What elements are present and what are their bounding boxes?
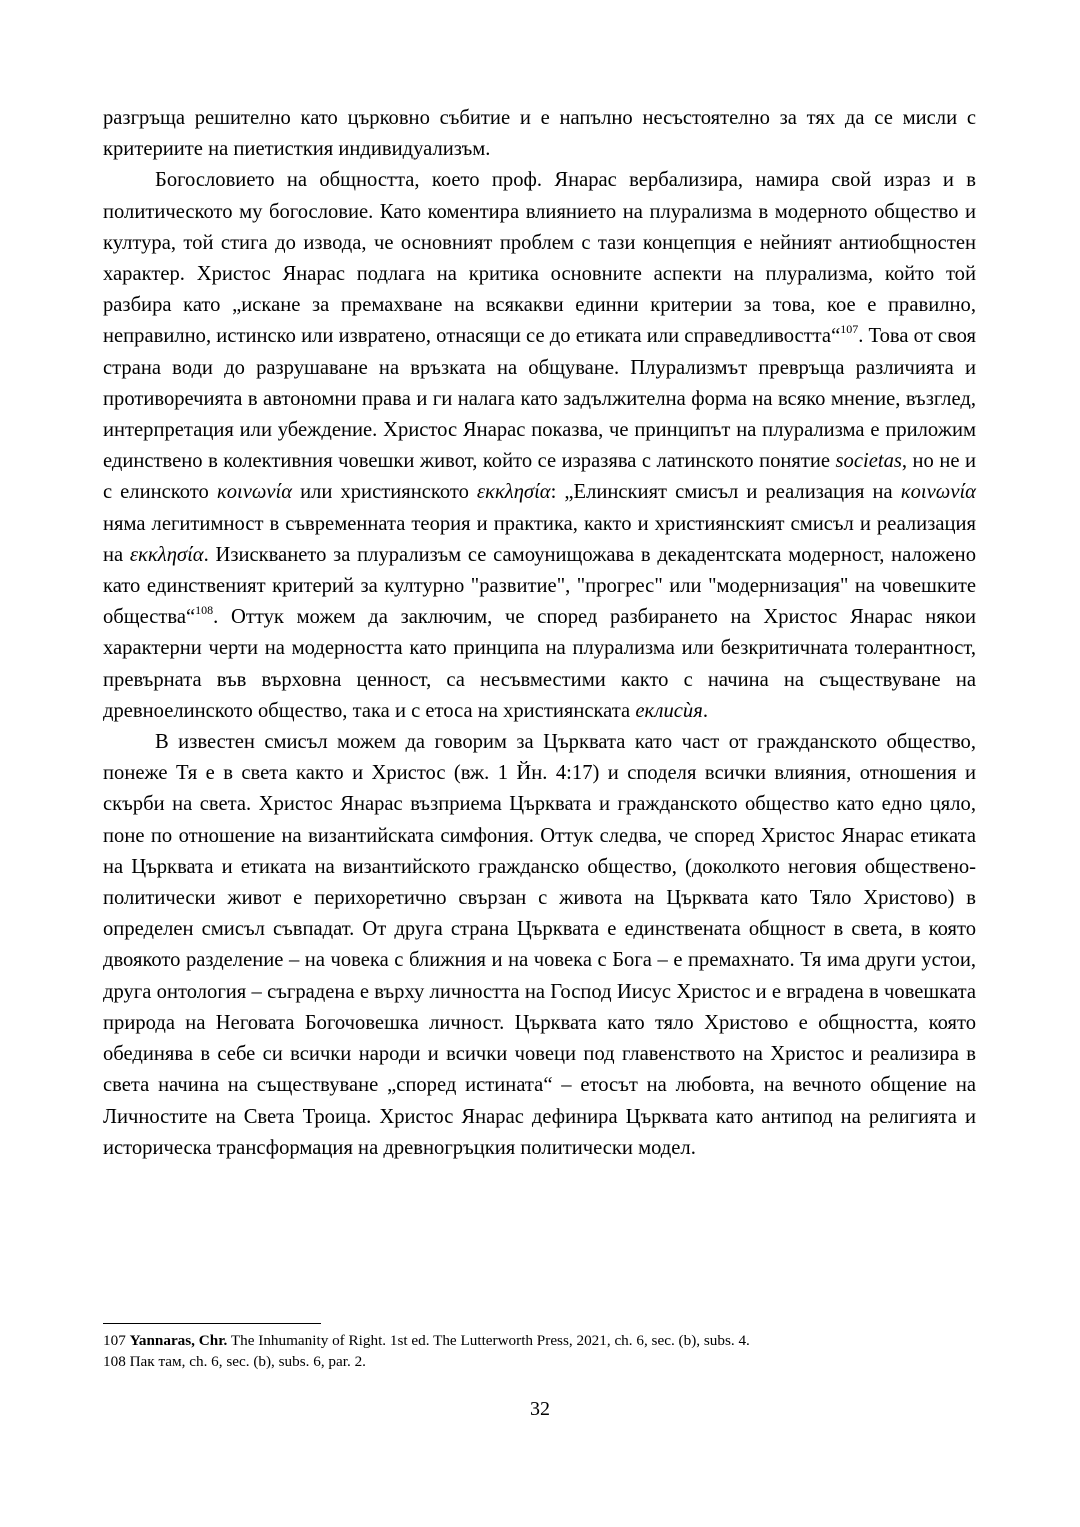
italic-term: еклисѝя <box>635 699 703 722</box>
text-run: или християнското <box>292 481 477 504</box>
text-run: В известен смисъл можем да говорим за Църквата като част от гражданското общество, понеже Тя е в света както и Христос (вж. 1 Йн. 4:17) и споделя всички влияния, отношения и скърби на света. Христос Янарас възприема Църквата и гражданското общество като едно цяло, поне по отношение на византийската симфония. Оттук следва, че според Христос Янарас етиката на Църквата и етиката на византийското гражданско общество, (доколкото неговия обществено-политически живот е перихоретично свързан с живота на Църквата като Тяло Христово) в определен смисъл съвпадат. От друга страна Църквата е единствената общност в света, в която двоякото разделение – на човека с ближния и на човека с Бога – е премахнато. Тя има други устои, друга онтология – съградена е върху личността на Господ Иисус Христос и е вградена в човешката природа на Неговата Богочовешка личност. Църквата като тяло Христово е общността, която обединява в себе си всички народи и всички човеци под главенството на Христос и реализира в света начина на съществуване „според истината“ – етосът на любовта, на вечното общение на Личностите на Света Троица. Христос Янарас дефинира Църквата като антипод на религията и историческа трансформация на древногръцкия политически модел. <box>103 731 976 1159</box>
page-number: 32 <box>530 1398 550 1420</box>
text-run: , но не и с елинското <box>103 450 976 504</box>
text-run: : „Елинският смисъл и реализация на <box>550 481 901 504</box>
italic-term: εκκλησία <box>476 481 551 504</box>
footnote-text: The Inhumanity of Right. 1st ed. The Lutterworth Press, 2021, ch. 6, sec. (b), subs. 4. <box>227 1332 750 1349</box>
paragraph <box>103 165 976 727</box>
italic-term: κοινωνία <box>900 481 976 504</box>
footnote-separator <box>103 1323 321 1324</box>
footnote-author: Yannaras, Chr. <box>129 1332 228 1349</box>
footnote-reference: 108 <box>195 603 214 618</box>
footnote-number: 108 <box>103 1353 126 1370</box>
text-run: . Изискването за плурализъм се самоунищожава в декадентската модерност, наложено като единственият критерий за културно "развитие", "прогрес" или "модернизация" на човешките общества“ <box>103 543 976 629</box>
paragraph <box>103 727 976 1164</box>
footnote <box>103 1330 976 1351</box>
body-text <box>103 103 976 1164</box>
text-run: . <box>702 699 708 722</box>
italic-term: societas <box>835 450 902 473</box>
footnote-text: Пак там, ch. 6, sec. (b), subs. 6, par. 2. <box>129 1353 366 1370</box>
paragraph <box>103 103 976 165</box>
footnote-reference: 107 <box>840 322 859 337</box>
text-run: Богословието на общността, което проф. Янарас вербализира, намира свой израз и в политическото му богословие. Като коментира влиянието на плурализма в модерното общество и култура, той стига до извода, че основният проблем с тази концепция е нейният антиобщностен характер. Христос Янарас подлага на критика основните аспекти на плурализма, който той разбира като „искане за премахване на всякакви единни критерии за това, кое е правилно, неправилно, истинско или извратено, отнасящи се до етиката или справедливостта“ <box>103 169 976 348</box>
text-run: . Оттук можем да заключим, че според разбирането на Христос Янарас някои характерни черти на модерността като принципа на плурализма или безкритичната толерантност, превърната във върховна ценност, са несъвместими както с начина на съществуване на древноелинското общество, така и с етоса на християнската <box>103 606 976 722</box>
footnote <box>103 1351 976 1372</box>
text-run: няма легитимност в съвременната теория и практика, както и християнският смисъл и реализация на <box>103 512 976 566</box>
text-run: . Това от своя страна води до разрушаване на връзката на общуване. Плурализмът превръща различията и противоречията в автономни права и ги налага като задължителна форма на всяко мнение, възглед, интерпретация или убеждение. Христос Янарас показва, че принципът на плурализма е приложим единствено в колективния човешки живот, който се изразява с латинското понятие <box>103 325 976 473</box>
italic-term: εκκλησία <box>129 543 204 566</box>
text-run: разгръща решително като църковно събитие и е напълно несъстоятелно за тях да се мисли с критериите на пиетисткия индивидуализъм. <box>103 107 976 161</box>
italic-term: κοινωνία <box>216 481 293 504</box>
footnotes <box>103 1330 976 1372</box>
footnote-number: 107 <box>103 1332 126 1349</box>
